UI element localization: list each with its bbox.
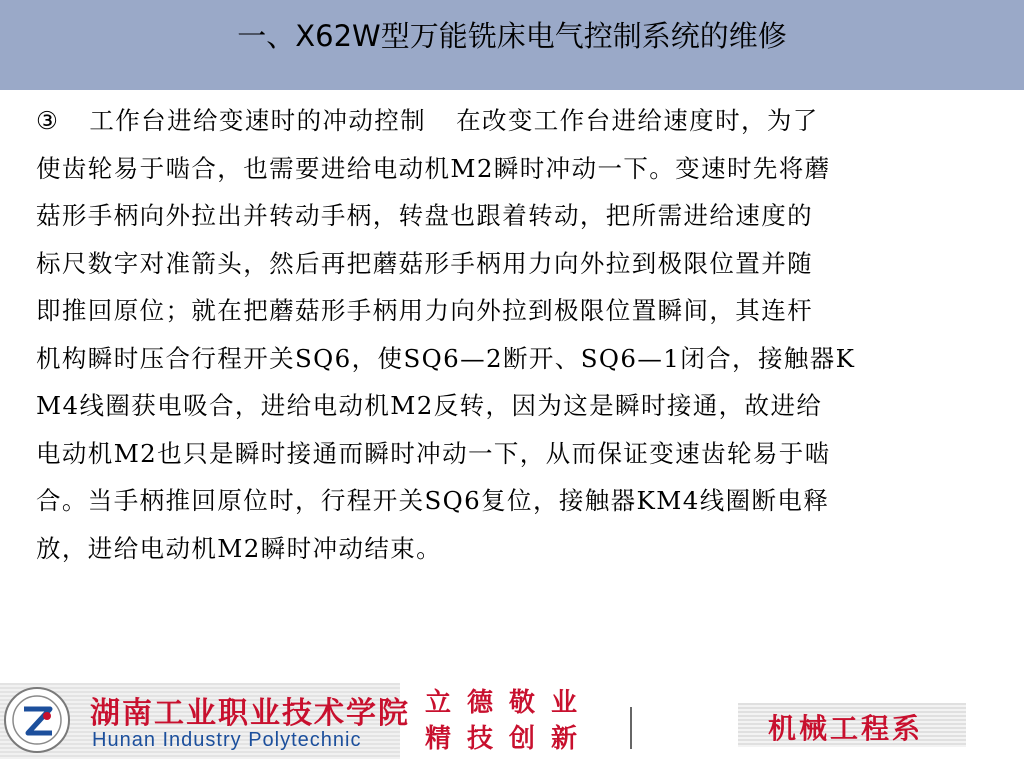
department-badge: [738, 703, 966, 747]
slide-body: [36, 97, 996, 572]
body-line: 即推回原位；就在把蘑菇形手柄用力向外拉到极限位置瞬间，其连杆: [36, 296, 813, 325]
body-line: 机构瞬时压合行程开关SQ6，使SQ6—2断开、SQ6—1闭合，接触器K: [36, 343, 856, 373]
section-heading: 工作台进给变速时的冲动控制: [89, 106, 427, 135]
body-line-text: 在改变工作台进给速度时，为了: [456, 106, 819, 135]
school-name-en: Hunan Industry Polytechnic: [92, 729, 362, 751]
department-name: 机械工程系: [768, 712, 924, 745]
body-line: 菇形手柄向外拉出并转动手柄，转盘也跟着转动，把所需进给速度的: [36, 201, 813, 230]
title-bar: [0, 0, 1024, 90]
body-line: M4线圈获电吸合，进给电动机M2反转，因为这是瞬时接通，故进给: [36, 391, 823, 420]
school-emblem-icon: [4, 687, 70, 753]
school-name-cn: 湖南工业职业技术学院: [90, 696, 410, 731]
body-line: 标尺数字对准箭头，然后再把蘑菇形手柄用力向外拉到极限位置并随: [36, 248, 813, 278]
school-logo: [0, 683, 410, 759]
body-line: 使齿轮易于啮合，也需要进给电动机M2瞬时冲动一下。变速时先将蘑: [36, 153, 831, 183]
motto-line: 精技创新: [425, 724, 594, 754]
list-marker: ③: [36, 106, 60, 135]
footer-divider: [630, 707, 632, 749]
body-line: 放，进给电动机M2瞬时冲动结束。: [36, 533, 443, 563]
footer-banner: [0, 677, 1024, 766]
body-line: 合。当手柄推回原位时，行程开关SQ6复位，接触器KM4线圈断电释: [36, 486, 830, 515]
slide-title: 一、X62W型万能铣床电气控制系统的维修: [237, 19, 787, 53]
body-line: [36, 97, 996, 145]
body-line: 电动机M2也只是瞬时接通而瞬时冲动一下，从而保证变速齿轮易于啮: [36, 438, 831, 468]
school-motto: [425, 685, 605, 757]
motto-line: 立德敬业: [425, 688, 594, 718]
